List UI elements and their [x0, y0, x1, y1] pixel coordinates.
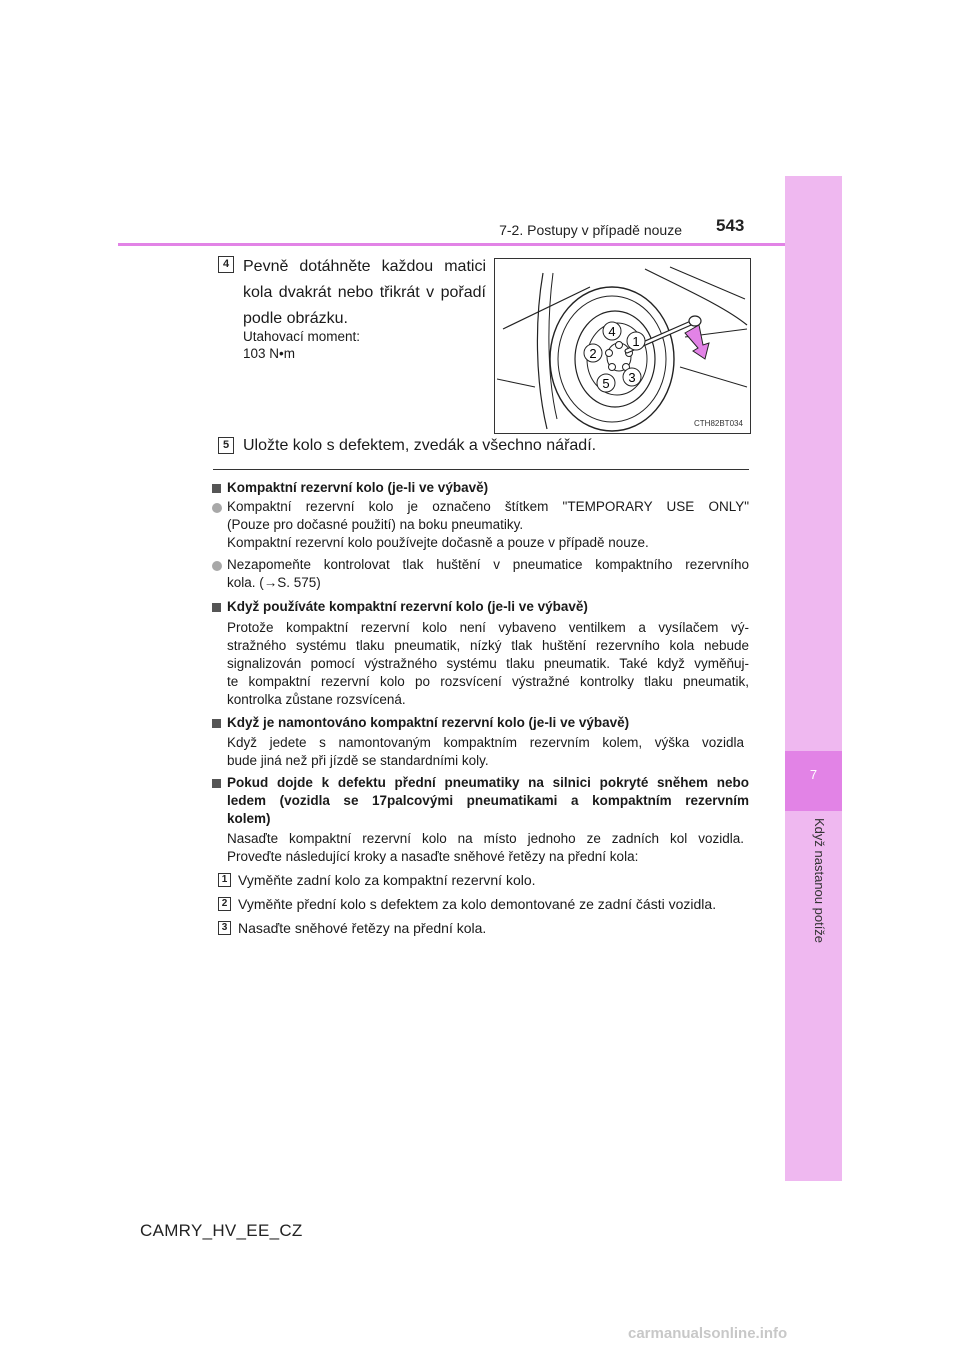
torque-value: 103 N•m [243, 346, 295, 361]
figure-label-1: 1 [632, 334, 640, 349]
s3-line1: Když jedete s namontovaným kompaktním rezervním kolem, výška vozidla [227, 735, 744, 750]
chapter-title: Když nastanou potíže [812, 818, 827, 944]
s1-bullet2-line1: Nezapomeňte kontrolovat tlak huštění v pneumatice kompaktního rezervního [227, 557, 749, 572]
torque-label: Utahovací moment: [243, 329, 361, 344]
figure-code: CTH82BT034 [694, 419, 743, 428]
s2-line5: kontrolka zůstane rozsvícená. [227, 692, 406, 707]
step-number-5: 5 [218, 437, 234, 454]
s4-line2: Proveďte následující kroky a nasaďte sněhové řetězy na přední kola: [227, 849, 639, 864]
square-bullet [212, 719, 221, 728]
s4-line1: Nasaďte kompaktní rezervní kolo na místo jednoho ze zadních kol vozidla. [227, 831, 744, 846]
chapter-number: 7 [809, 767, 818, 782]
square-bullet [212, 603, 221, 612]
step-4-line-1: Pevně dotáhněte každou matici [243, 258, 486, 275]
s2-line2: stražného systému tlaku pneumatik, nízký tlak huštění rezervního kola nebude [227, 638, 749, 653]
square-bullet [212, 779, 221, 788]
substep-number-3: 3 [218, 921, 231, 935]
s2-line4: te kompaktní rezervní kolo po rozsvícení výstražné kontrolky tlaku pneumatik, [227, 674, 749, 689]
figure-label-4: 4 [608, 324, 616, 339]
figure-label-2: 2 [589, 346, 597, 361]
round-bullet [212, 561, 222, 571]
section-heading-using-spare: Když používáte kompaktní rezervní kolo (je-li ve výbavě) [227, 599, 588, 614]
s1-bullet1-line1: Kompaktní rezervní kolo je označeno štítkem "TEMPORARY USE ONLY" [227, 499, 749, 514]
s4-heading-line2: ledem (vozidla se 17palcovými pneumatikami a kompaktním rezervním [227, 793, 749, 808]
s2-line3: signalizován pomocí výstražného systému tlaku pneumatik. Také když vyměňuj- [227, 656, 749, 671]
step-5-text: Uložte kolo s defektem, zvedák a všechno nářadí. [243, 437, 597, 454]
s2-line1: Protože kompaktní rezervní kolo není vybaveno ventilkem a vysílačem vý- [227, 620, 749, 635]
substep-1-text: Vyměňte zadní kolo za kompaktní rezervní kolo. [238, 872, 536, 888]
step-4-text [243, 254, 486, 332]
s3-line2: bude jiná než při jízdě se standardními koly. [227, 753, 489, 768]
substep-2-text: Vyměňte přední kolo s defektem za kolo demontované ze zadní části vozidla. [238, 896, 717, 912]
step-4-line-3: podle obrázku. [243, 310, 348, 327]
s1-bullet1-line3: Kompaktní rezervní kolo používejte dočasně a pouze v případě nouze. [227, 535, 649, 550]
substep-number-1: 1 [218, 873, 231, 887]
square-bullet [212, 484, 221, 493]
s4-heading-line3: kolem) [227, 811, 271, 826]
s1-bullet2-line2: kola. (→S. 575) [227, 575, 321, 590]
figure-label-3: 3 [628, 370, 636, 385]
wheel-illustration [495, 259, 750, 433]
wheel-nut-tightening-figure [494, 258, 751, 434]
watermark: carmanualsonline.info [628, 1325, 788, 1342]
manual-code: CAMRY_HV_EE_CZ [140, 1221, 303, 1240]
page-number: 543 [716, 216, 745, 235]
figure-label-5: 5 [602, 376, 610, 391]
section-heading-compact-spare: Kompaktní rezervní kolo (je-li ve výbavě) [227, 480, 489, 495]
s1-bullet1-line2: (Pouze pro dočasné použití) na boku pneumatiky. [227, 517, 524, 532]
substep-3-text: Nasaďte sněhové řetězy na přední kola. [238, 920, 487, 936]
header-rule [118, 243, 785, 246]
substep-number-2: 2 [218, 897, 231, 911]
round-bullet [212, 503, 222, 513]
section-title: 7-2. Postupy v případě nouze [499, 222, 682, 238]
step-4-line-2: kola dvakrát nebo třikrát v pořadí [243, 284, 486, 301]
section-divider [213, 469, 749, 470]
side-tab [785, 176, 842, 751]
section-heading-mounted-spare: Když je namontováno kompaktní rezervní kolo (je-li ve výbavě) [227, 715, 630, 730]
s4-heading-line1: Pokud dojde k defektu přední pneumatiky na silnici pokryté sněhem nebo [227, 775, 749, 790]
step-number-4: 4 [218, 256, 234, 273]
